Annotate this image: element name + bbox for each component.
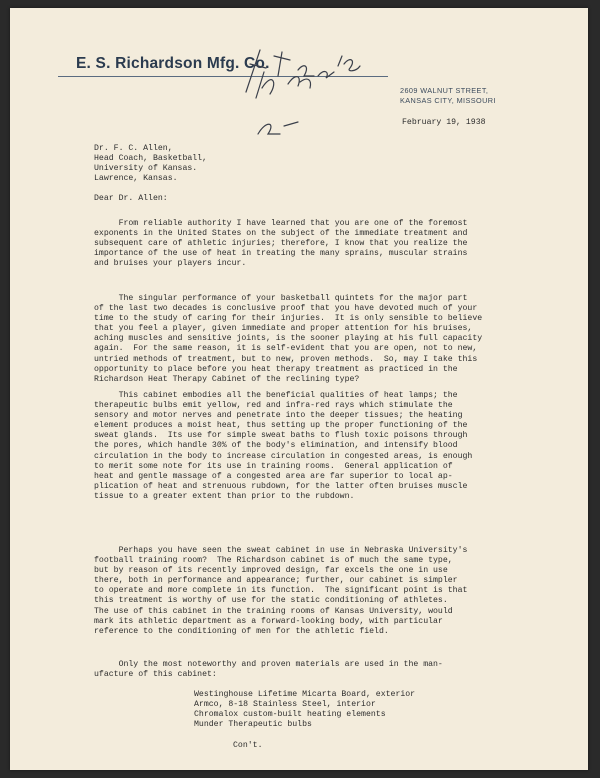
text-line: importance of the use of heat in treating the many sprains, muscular strains: [94, 249, 468, 259]
material-item: Chromalox custom-built heating elements: [194, 710, 386, 720]
body-paragraph: [94, 294, 524, 385]
materials-list: [194, 690, 588, 730]
text-line: element produces a moist heat, thus setting up the proper functioning of the: [94, 421, 468, 431]
recipient-address: [94, 144, 524, 184]
text-line: sweat glands. Its use for simple sweat baths to flush toxic poisons through: [94, 431, 468, 441]
text-line: that you feel a player, given immediate and proper attention for his bruises,: [94, 324, 473, 334]
text-line: The use of this cabinet in the training rooms of Kansas University, would: [94, 606, 453, 616]
text-line: time to the study of caring for their injuries. It is only sensible to believe: [94, 314, 483, 324]
text-line: of the last two decades is conclusive proof that you have devoted much of your: [94, 304, 478, 314]
text-line: aching muscles and sensitive joints, is the sooner playing at his full capacity: [94, 334, 483, 344]
text-line: sensory and motor nerves and penetrate into the deeper tissues; the heating: [94, 411, 463, 421]
material-item: Armco, 8-18 Stainless Steel, interior: [194, 700, 376, 710]
address-line: KANSAS CITY, MISSOURI: [400, 96, 496, 105]
text-line: and bruises your players incur.: [94, 259, 247, 269]
material-item: Westinghouse Lifetime Micarta Board, exterior: [194, 690, 416, 699]
address-line: 2609 WALNUT STREET,: [400, 86, 489, 95]
text-line: subsequent care of athletic injuries; therefore, I know that you realize the: [94, 239, 468, 249]
body-paragraph: [94, 660, 524, 680]
text-line: this treatment is worthy of use for the static conditioning of athletes.: [94, 596, 448, 606]
letterhead-company: E. S. Richardson Mfg. Co.: [76, 55, 270, 72]
text-line: opportunity to place before you heat therapy treatment as practiced in the: [94, 364, 458, 374]
text-line: Richardson Heat Therapy Cabinet of the reclining type?: [94, 374, 360, 384]
recipient-line: Dr. F. C. Allen,: [94, 144, 173, 153]
body-paragraph: [94, 546, 524, 637]
text-line: From reliable authority I have learned that you are one of the foremost: [94, 219, 468, 228]
text-line: ufacture of this cabinet:: [94, 670, 217, 680]
salutation: Dear Dr. Allen:: [94, 194, 168, 203]
text-line: tissue to a greater extent than prior to the rubdown.: [94, 491, 355, 501]
text-line: plication of heat and strenuous rubdown, for the latter often bruises muscle: [94, 481, 468, 491]
text-line: football training room? The Richardson cabinet is of much the same type,: [94, 556, 453, 566]
recipient-line: University of Kansas.: [94, 164, 198, 174]
text-line: heat and gentle massage of a congested area are far superior to local ap-: [94, 471, 453, 481]
text-line: Only the most noteworthy and proven materials are used in the man-: [94, 660, 443, 669]
text-line: to operate and more complete in its function. The significant point is that: [94, 586, 468, 596]
text-line: reference to the conditioning of men for the athletic field.: [94, 626, 389, 636]
letter-date: February 19, 1938: [402, 118, 486, 127]
text-line: This cabinet embodies all the beneficial qualities of heat lamps; the: [94, 391, 458, 400]
text-line: to merit some note for its use in training rooms. General application of: [94, 461, 453, 471]
text-line: untried methods of treatment, but to new, proven methods. So, may I take this: [94, 354, 478, 364]
text-line: circulation in the body to increase circulation in congested areas, is enough: [94, 451, 473, 461]
text-line: there, both in performance and appearance; further, our cabinet is simpler: [94, 576, 458, 586]
text-line: The singular performance of your basketball quintets for the major part: [94, 294, 468, 303]
text-line: the pores, which handle 30% of the body's elimination, and intensify blood: [94, 441, 458, 451]
body-paragraph: [94, 391, 524, 502]
text-line: exponents in the United States on the subject of the immediate treatment and: [94, 229, 468, 239]
handwritten-annotation: [238, 42, 398, 152]
text-line: Perhaps you have seen the sweat cabinet in use in Nebraska University's: [94, 546, 468, 555]
letter-page: [10, 8, 588, 770]
recipient-line: Lawrence, Kansas.: [94, 174, 178, 184]
text-line: again. For the same reason, it is self-evident that you are open, not to new,: [94, 344, 478, 354]
letterhead-address: [400, 86, 496, 106]
text-line: but by reason of its recently improved design, far excels the one in use: [94, 566, 448, 576]
recipient-line: Head Coach, Basketball,: [94, 154, 208, 164]
text-line: mark its athletic department as a forward-looking body, with particular: [94, 616, 443, 626]
body-paragraph: [94, 219, 524, 269]
material-item: Munder Therapeutic bulbs: [194, 720, 312, 730]
continued-marker: Con't.: [233, 741, 263, 750]
text-line: therapeutic bulbs emit yellow, red and infra-red rays which stimulate the: [94, 401, 453, 411]
